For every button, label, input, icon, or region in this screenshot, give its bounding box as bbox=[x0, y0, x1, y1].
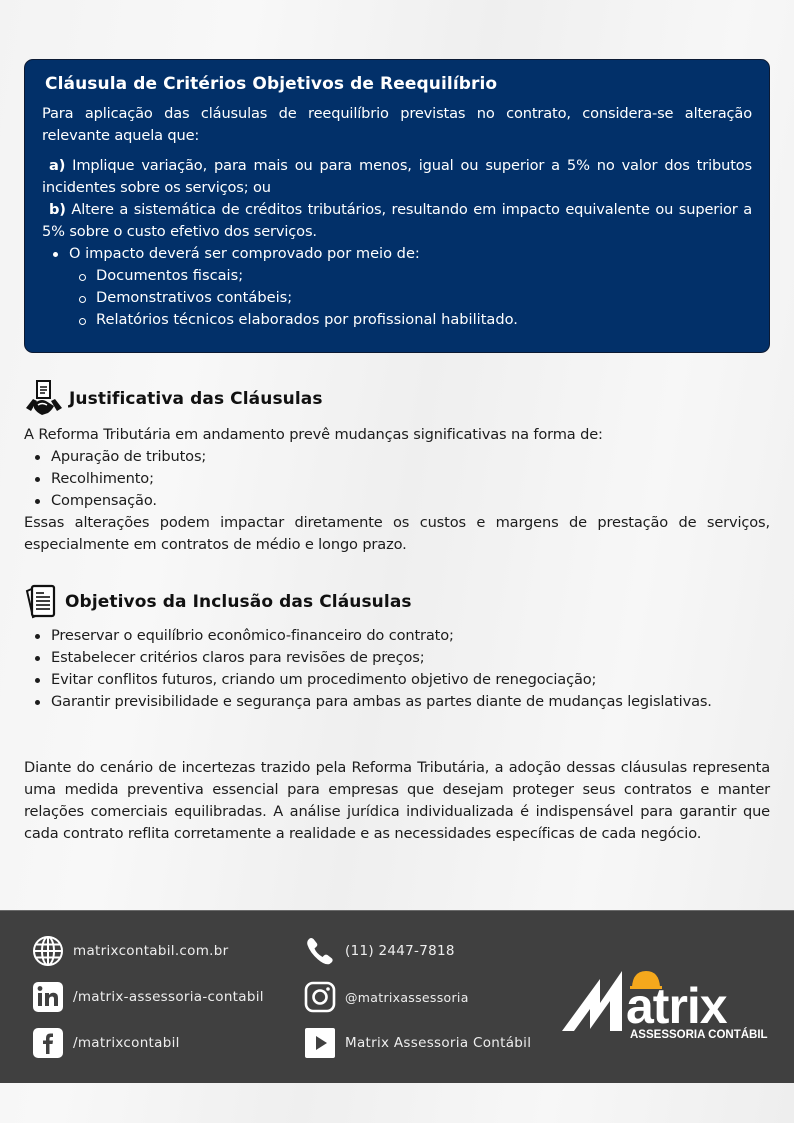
justification-intro: A Reforma Tributária em andamento prevê mudanças significativas na forma de: bbox=[24, 426, 603, 443]
clause-item-marker: b) bbox=[49, 201, 66, 218]
list-item: Evitar conflitos futuros, criando um procedimento objetivo de renegociação; bbox=[51, 669, 770, 691]
list-item: Apuração de tributos; bbox=[51, 446, 770, 468]
section-title: Justificativa das Cláusulas bbox=[69, 389, 323, 409]
justification-list bbox=[51, 446, 770, 512]
footer bbox=[0, 910, 794, 1083]
proof-label-item bbox=[69, 243, 752, 331]
list-item: Relatórios técnicos elaborados por profissional habilitado. bbox=[96, 309, 752, 331]
facebook-link[interactable] bbox=[32, 1027, 180, 1059]
clause-title: Cláusula de Critérios Objetivos de Reequilíbrio bbox=[45, 74, 498, 94]
clause-item-text: Implique variação, para mais ou para menos, igual ou superior a 5% no valor dos tributos incidentes sobre os serviços; ou bbox=[42, 157, 752, 196]
website-text: matrixcontabil.com.br bbox=[73, 943, 229, 959]
phone-text: (11) 2447-7818 bbox=[345, 943, 455, 959]
handshake-contract-icon bbox=[24, 380, 64, 418]
objectives-header bbox=[24, 584, 412, 620]
website-link[interactable] bbox=[32, 935, 228, 967]
section-title: Objetivos da Inclusão das Cláusulas bbox=[65, 592, 412, 612]
list-item: Recolhimento; bbox=[51, 468, 770, 490]
proof-list bbox=[69, 243, 752, 331]
clause-item-marker: a) bbox=[49, 157, 66, 174]
clause-intro: Para aplicação das cláusulas de reequilíbrio previstas no contrato, considera-se alteração relevante aquela que: bbox=[42, 105, 752, 144]
clause-item-text: Altere a sistemática de créditos tributários, resultando em impacto equivalente ou superior a 5% sobre o custo efetivo dos serviços. bbox=[42, 201, 752, 240]
linkedin-link[interactable] bbox=[32, 981, 264, 1013]
linkedin-icon bbox=[32, 981, 64, 1013]
phone-icon bbox=[304, 935, 336, 967]
youtube-text: Matrix Assessoria Contábil bbox=[345, 1035, 532, 1051]
justification-header bbox=[24, 380, 323, 418]
closing-paragraph bbox=[24, 757, 770, 845]
proof-label: O impacto deverá ser comprovado por meio de: bbox=[69, 245, 420, 262]
clause-item-a bbox=[42, 155, 752, 199]
clause-item-b bbox=[42, 199, 752, 243]
svg-text:atrix: atrix bbox=[626, 978, 727, 1034]
list-item: Demonstrativos contábeis; bbox=[96, 287, 752, 309]
instagram-icon bbox=[304, 981, 336, 1013]
matrix-logo bbox=[560, 965, 772, 1043]
proof-sublist bbox=[96, 265, 752, 331]
list-item: Compensação. bbox=[51, 490, 770, 512]
facebook-icon bbox=[32, 1027, 64, 1059]
documents-icon bbox=[24, 584, 60, 620]
phone-link[interactable] bbox=[304, 935, 455, 967]
facebook-text: /matrixcontabil bbox=[73, 1035, 180, 1051]
objectives-list bbox=[51, 625, 770, 713]
youtube-play-icon bbox=[304, 1027, 336, 1059]
justification-body bbox=[24, 424, 770, 556]
list-item: Preservar o equilíbrio econômico-financeiro do contrato; bbox=[51, 625, 770, 647]
list-item: Garantir previsibilidade e segurança para ambas as partes diante de mudanças legislativas. bbox=[51, 691, 770, 713]
instagram-link[interactable] bbox=[304, 981, 469, 1013]
list-item: Documentos fiscais; bbox=[96, 265, 752, 287]
youtube-link[interactable] bbox=[304, 1027, 531, 1059]
list-item: Estabelecer critérios claros para revisões de preços; bbox=[51, 647, 770, 669]
svg-text:ASSESSORIA CONTÁBIL: ASSESSORIA CONTÁBIL bbox=[630, 1029, 768, 1041]
clause-box bbox=[24, 59, 770, 353]
globe-icon bbox=[32, 935, 64, 967]
closing-text: Diante do cenário de incertezas trazido pela Reforma Tributária, a adoção dessas cláusulas representa uma medida preventiva essencial para empresas que desejam proteger seus contratos e manter relações comerciais equilibradas. A análise jurídica individualizada é indispensável para garantir que cada contrato reflita corretamente a realidade e as necessidades específicas de cada negócio. bbox=[24, 759, 770, 842]
linkedin-text: /matrix-assessoria-contabil bbox=[73, 989, 264, 1005]
justification-outro: Essas alterações podem impactar diretamente os custos e margens de prestação de serviços, especialmente em contratos de médio e longo prazo. bbox=[24, 514, 770, 553]
objectives-body bbox=[24, 625, 770, 713]
instagram-text: @matrixassessoria bbox=[345, 989, 469, 1005]
